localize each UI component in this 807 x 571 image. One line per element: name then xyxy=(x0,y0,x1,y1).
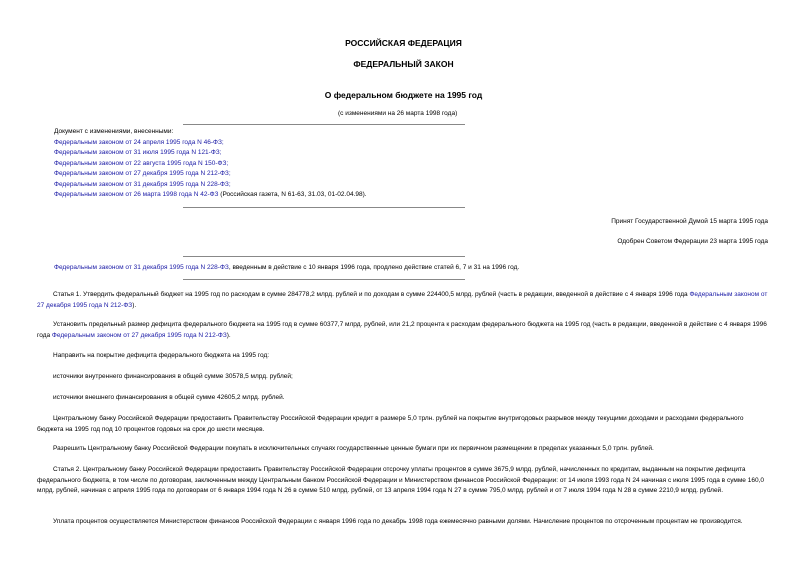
amendment-link[interactable]: Федеральным законом от 27 декабря 1995 года N 212-ФЗ; xyxy=(54,170,231,177)
paragraph-text: Установить предельный размер дефицита федерального бюджета на 1995 год в сумме 60377,7 млрд. рублей, или 21,2 процента к расходам федерального бюджета на 1995 год (часть в редакции, введенной в действие с 4 января 1996 года xyxy=(37,321,767,339)
divider xyxy=(183,279,465,280)
effect-note-text: , введенным в действие с 10 января 1996 года, продлено действие статей 6, 7 и 31 на 1996 год. xyxy=(228,264,520,271)
effect-note xyxy=(54,264,519,271)
paragraph-text: ). xyxy=(132,301,137,309)
amendment-link[interactable]: Федеральным законом от 26 марта 1998 года N 42-ФЗ xyxy=(54,191,219,198)
securities-paragraph: Разрешить Центральному банку Российской Федерации покупать в исключительных случаях государственные ценные бумаги при их первичном размещении в пределах указанных 5,0 трлн. рублей. xyxy=(53,445,654,452)
amendment-link[interactable]: Федеральным законом от 24 апреля 1995 года N 46-ФЗ; xyxy=(54,139,224,146)
amendment-link[interactable]: Федеральным законом от 31 июля 1995 года N 121-ФЗ; xyxy=(54,149,222,156)
central-bank-credit-paragraph: Центральному банку Российской Федерации предоставить Правительству Российской Федерации кредит в размере 5,0 трлн. рублей на покрытие внутригодовых разрывов между текущими доходами и расходами федерального бюджета на 1995 год под 10 процентов годовых на срок до шести месяцев. xyxy=(37,415,744,433)
divider xyxy=(183,256,465,257)
deficit-coverage-paragraph: Направить на покрытие дефицита федерального бюджета на 1995 год: xyxy=(53,352,270,359)
doc-type-heading: ФЕДЕРАЛЬНЫЙ ЗАКОН xyxy=(353,59,454,69)
divider xyxy=(183,124,465,125)
adoption-council: Одобрен Советом Федерации 23 марта 1995 года xyxy=(617,238,768,245)
article-2-paragraph: Статья 2. Центральному банку Российской Федерации предоставить Правительству Российской Федерации отсрочку уплаты процентов в сумме 3675,9 млрд. рублей, начисленных по кредитам, выданным на покрытие дефицита федерального бюджета, в том числе по договорам, заключенным между Центральным банком Российской Федерации и Министерством финансов Российской Федерации: от 14 июля 1993 года N 24 начиная с июля 1995 года в сумме 160,0 млрд. рублей, начиная с апреля 1995 года по договорам от 6 января 1994 года N 26 в сумме 510 млрд. рублей, от 13 апреля 1994 года N 27 в сумме 795,0 млрд. рублей и от 7 июля 1994 года N 28 в сумме 2210,9 млрд. рублей. xyxy=(37,466,764,494)
document-title: О федеральном бюджете на 1995 год xyxy=(324,90,483,100)
paragraph-link[interactable]: Федеральным законом от 27 декабря 1995 года N 212-ФЗ xyxy=(51,331,227,339)
edition-note: (с изменениями на 26 марта 1998 года) xyxy=(338,110,458,117)
article-1-paragraph xyxy=(37,290,769,311)
country-heading: РОССИЙСКАЯ ФЕДЕРАЦИЯ xyxy=(345,38,462,48)
paragraph-text: ). xyxy=(226,331,231,339)
adoption-duma: Принят Государственной Думой 15 марта 1995 года xyxy=(611,218,768,225)
amendment-source: (Российская газета, N 61-63, 31.03, 01-02.04.98). xyxy=(218,191,367,198)
amendment-link[interactable]: Федеральным законом от 31 декабря 1995 года N 228-ФЗ; xyxy=(54,181,231,188)
external-financing-paragraph: источники внешнего финансирования в общей сумме 42605,2 млрд. рублей. xyxy=(53,394,285,401)
divider xyxy=(183,207,465,208)
effect-note-link[interactable]: Федеральным законом от 31 декабря 1995 года N 228-ФЗ xyxy=(54,264,229,271)
amendment-last xyxy=(54,191,367,198)
paragraph-link[interactable]: Федеральным законом от 27 декабря 1995 года N 212-ФЗ xyxy=(37,291,768,309)
deficit-paragraph xyxy=(37,320,769,341)
paragraph-text: Статья 1. Утвердить федеральный бюджет на 1995 год по расходам в сумме 284778,2 млрд. рублей и по доходам в сумме 224400,5 млрд. рублей (часть в редакции, введенной в действие с 4 января 1996 года xyxy=(53,291,690,298)
internal-financing-paragraph: источники внутреннего финансирования в общей сумме 30578,5 млрд. рублей; xyxy=(53,373,293,380)
amendments-intro: Документ с изменениями, внесенными: xyxy=(54,128,174,135)
amendment-link[interactable]: Федеральным законом от 22 августа 1995 года N 150-ФЗ; xyxy=(54,160,229,167)
interest-payment-paragraph: Уплата процентов осуществляется Министерством финансов Российской Федерации с января 1996 года по декабрь 1998 года ежемесячно равными долями. Начисление процентов по отсроченным процентам не производится. xyxy=(53,518,743,525)
